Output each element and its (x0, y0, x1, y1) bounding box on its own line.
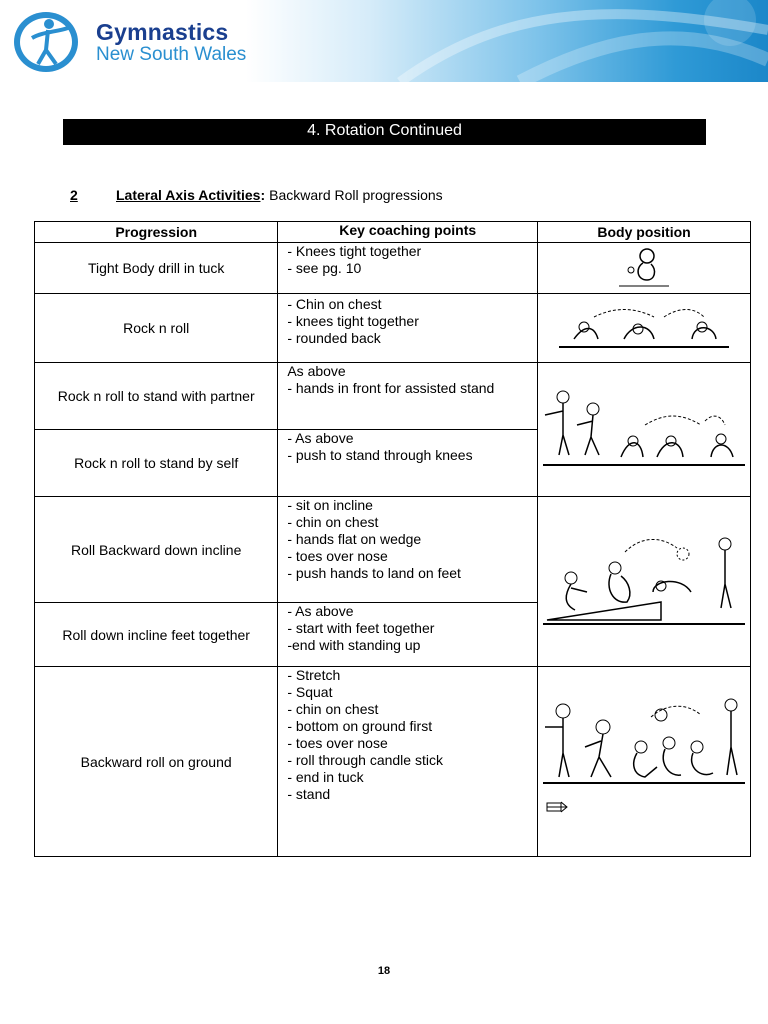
points-cell (278, 363, 538, 430)
header-banner (0, 0, 768, 82)
coaching-point: - hands in front for assisted stand (287, 380, 495, 396)
coaching-point: - chin on chest (287, 701, 379, 717)
coaching-point: - rounded back (287, 330, 381, 346)
table-row (35, 243, 751, 294)
coaching-point: - push to stand through knees (287, 447, 473, 463)
page-number: 18 (377, 965, 391, 977)
tuck-figure-illustration (609, 246, 679, 290)
section-description: Backward Roll progressions (269, 187, 443, 203)
progression-cell: Rock n roll to stand with partner (35, 363, 278, 430)
table-row (35, 497, 751, 603)
body-position-cell (538, 497, 751, 667)
progression-table (34, 221, 751, 857)
coaching-point: - Stretch (287, 667, 341, 683)
coaching-point: - Squat (287, 684, 333, 700)
decorative-swirl (380, 0, 768, 82)
coaching-point: - chin on chest (287, 514, 379, 530)
points-cell (278, 243, 538, 294)
body-position-cell (538, 294, 751, 363)
points-cell (278, 667, 538, 857)
coaching-point: - toes over nose (287, 548, 388, 564)
page-title: 4. Rotation Continued (63, 119, 706, 145)
table-row (35, 363, 751, 430)
table-header-row (35, 222, 751, 243)
body-position-cell (538, 363, 751, 497)
section-number: 2 (70, 187, 78, 203)
progression-cell: Tight Body drill in tuck (35, 243, 278, 294)
coaching-point: - As above (287, 430, 354, 446)
table-row (35, 294, 751, 363)
body-position-cell (538, 667, 751, 857)
body-position-cell (538, 243, 751, 294)
coaching-point: - end in tuck (287, 769, 364, 785)
coaching-point: - start with feet together (287, 620, 435, 636)
coaching-point: - hands flat on wedge (287, 531, 422, 547)
progression-cell: Roll down incline feet together (35, 603, 278, 667)
rock-n-roll-illustration (554, 303, 734, 353)
points-cell (278, 430, 538, 497)
progression-cell: Rock n roll (35, 294, 278, 363)
section-heading (70, 187, 443, 203)
section-label: Lateral Axis Activities (116, 187, 261, 203)
header-progression: Progression (35, 222, 278, 243)
coaching-point: - Chin on chest (287, 296, 382, 312)
progression-cell: Roll Backward down incline (35, 497, 278, 603)
table-row (35, 667, 751, 857)
points-cell (278, 294, 538, 363)
coaching-point: - Knees tight together (287, 243, 422, 259)
backward-roll-ground-illustration (541, 697, 747, 827)
coaching-point: - As above (287, 603, 354, 619)
gymnastics-logo-icon (12, 10, 82, 74)
coaching-point: - bottom on ground first (287, 718, 433, 734)
brand-subtitle: New South Wales (96, 44, 247, 65)
coaching-point: - sit on incline (287, 497, 373, 513)
progression-cell: Rock n roll to stand by self (35, 430, 278, 497)
coaching-point: - toes over nose (287, 735, 388, 751)
brand-title: Gymnastics (96, 19, 229, 45)
coaching-point: - roll through candle stick (287, 752, 443, 768)
coaching-point: As above (287, 363, 346, 379)
points-cell (278, 603, 538, 667)
progression-cell: Backward roll on ground (35, 667, 278, 857)
header-body-position: Body position (538, 222, 751, 243)
section-colon: : (260, 187, 266, 203)
coaching-point: - push hands to land on feet (287, 565, 461, 581)
coaching-point: -end with standing up (287, 637, 421, 653)
header-key-points: Key coaching points (278, 222, 538, 243)
incline-roll-illustration (541, 532, 747, 632)
coaching-point: - see pg. 10 (287, 260, 362, 276)
coaching-point: - stand (287, 786, 331, 802)
coaching-point: - knees tight together (287, 313, 419, 329)
rock-n-roll-to-stand-illustration (541, 385, 747, 475)
points-cell (278, 497, 538, 603)
